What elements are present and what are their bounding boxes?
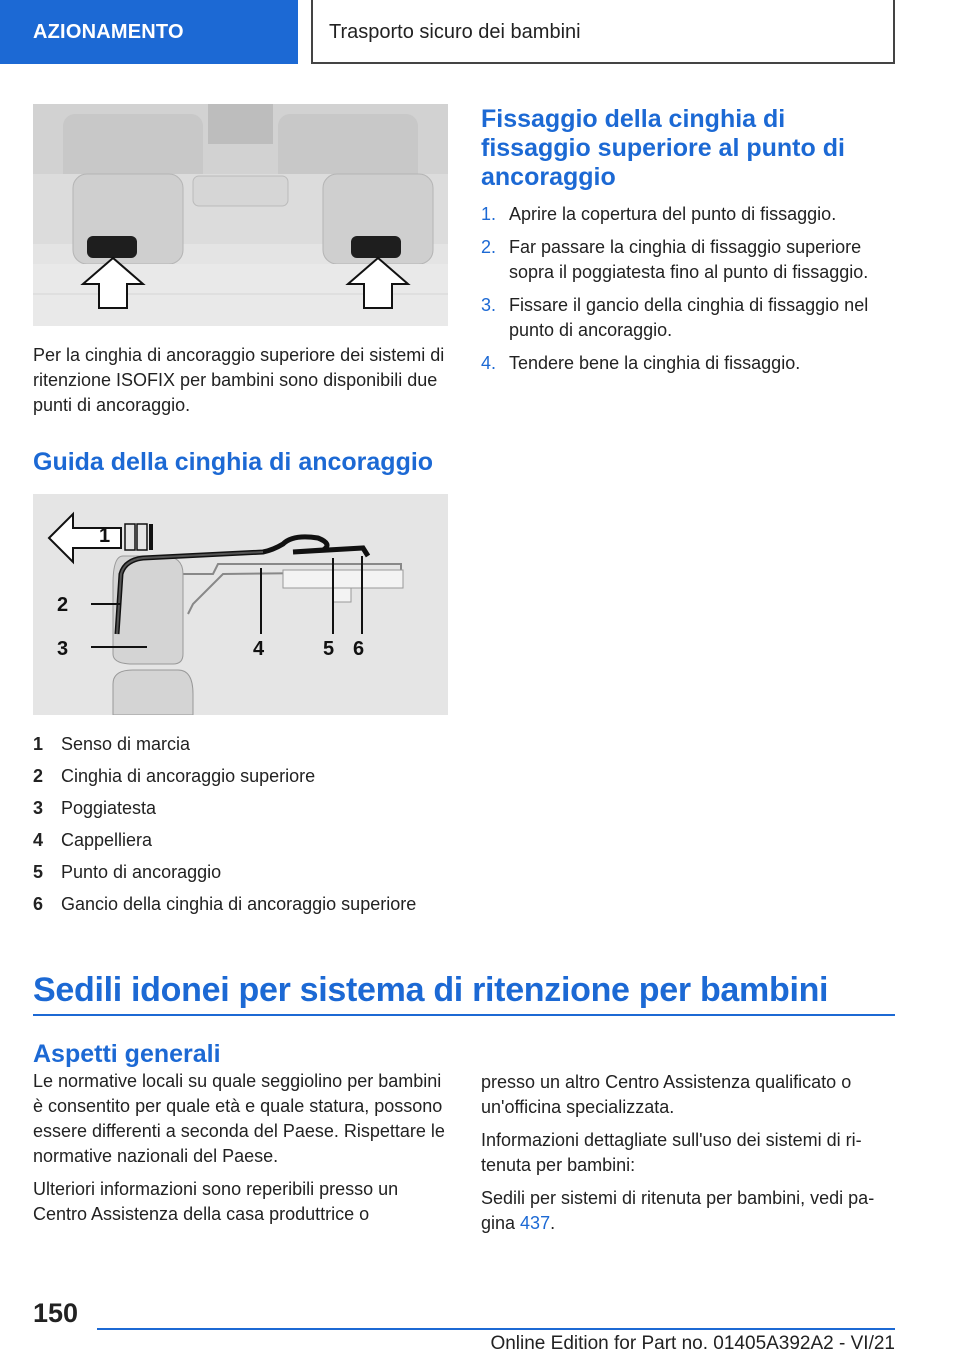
step-item: 1. Aprire la copertura del punto di fissaggio. — [481, 204, 837, 224]
legend-item: 2 Cinghia di ancoraggio superiore — [33, 766, 316, 786]
chapter-tab: AZIONAMENTO — [0, 0, 298, 64]
seat-anchor-illustration — [33, 104, 448, 326]
diagram-label-5: 5 — [323, 638, 335, 660]
step-item: 3. Fissare il gancio della cinghia di fissaggio nel punto di ancoraggio. — [481, 295, 869, 340]
paragraph: presso un altro Centro Assistenza qualificato o un'officina specializzata. — [481, 1072, 852, 1117]
diagram-label-2: 2 — [57, 594, 69, 616]
diagram-label-6: 6 — [353, 638, 365, 660]
diagram-label-1: 1 — [99, 525, 111, 547]
page-header-title: Trasporto sicuro dei bambini — [311, 0, 895, 64]
steps-list — [481, 202, 896, 376]
section-title: Sedili idonei per sistema di ritenzione per bambini — [33, 971, 829, 1009]
page-number: 150 — [33, 1298, 79, 1328]
section-divider — [33, 1014, 895, 1016]
legend-item: 4 Cappelliera — [33, 830, 153, 850]
footer-divider — [97, 1328, 895, 1330]
cross-reference: Sedili per sistemi di ritenuta per bambini, vedi pagina 437. — [481, 1188, 875, 1233]
step-item: 4. Tendere bene la cinghia di fissaggio. — [481, 353, 801, 373]
section-heading-fastening: Fissaggio della cinghia di fissaggio superiore al punto di ancoraggio — [481, 105, 845, 191]
photo-caption: Per la cinghia di ancoraggio superiore dei sistemi di ritenzione ISOFIX per bambini sono disponibili due punti di ancoraggio. — [33, 345, 445, 415]
legend-item: 5 Punto di ancoraggio — [33, 862, 222, 882]
diagram-label-3: 3 — [57, 638, 69, 660]
subheading-general: Aspetti generali — [33, 1040, 221, 1068]
legend-item: 1 Senso di marcia — [33, 734, 191, 754]
diagram-legend — [33, 732, 448, 917]
diagram-label-4: 4 — [253, 638, 265, 660]
paragraph: Le normative locali su quale seggiolino per bambini è consentito per quale età e quale statura, possono essere differenti a seconda del Paese. Rispettare le normative nazionali del Paese. — [33, 1071, 445, 1166]
step-item: 2. Far passare la cinghia di fissaggio superiore sopra il poggiatesta fino al punto di fissaggio. — [481, 237, 869, 282]
legend-item: 3 Poggiatesta — [33, 798, 157, 818]
page-reference-link[interactable]: 437 — [520, 1213, 551, 1233]
paragraph: Informazioni dettagliate sull'uso dei sistemi di ritenuta per bambini: — [481, 1130, 862, 1175]
legend-item: 6 Gancio della cinghia di ancoraggio superiore — [33, 894, 417, 914]
paragraph: Ulteriori informazioni sono reperibili presso un Centro Assistenza della casa produttrice o — [33, 1179, 399, 1224]
section-heading-tether-guide: Guida della cinghia di ancoraggio — [33, 448, 434, 476]
footer-edition: Online Edition for Part no. 01405A392A2 - VI/21 — [490, 1333, 895, 1354]
tether-routing-diagram — [33, 494, 448, 715]
